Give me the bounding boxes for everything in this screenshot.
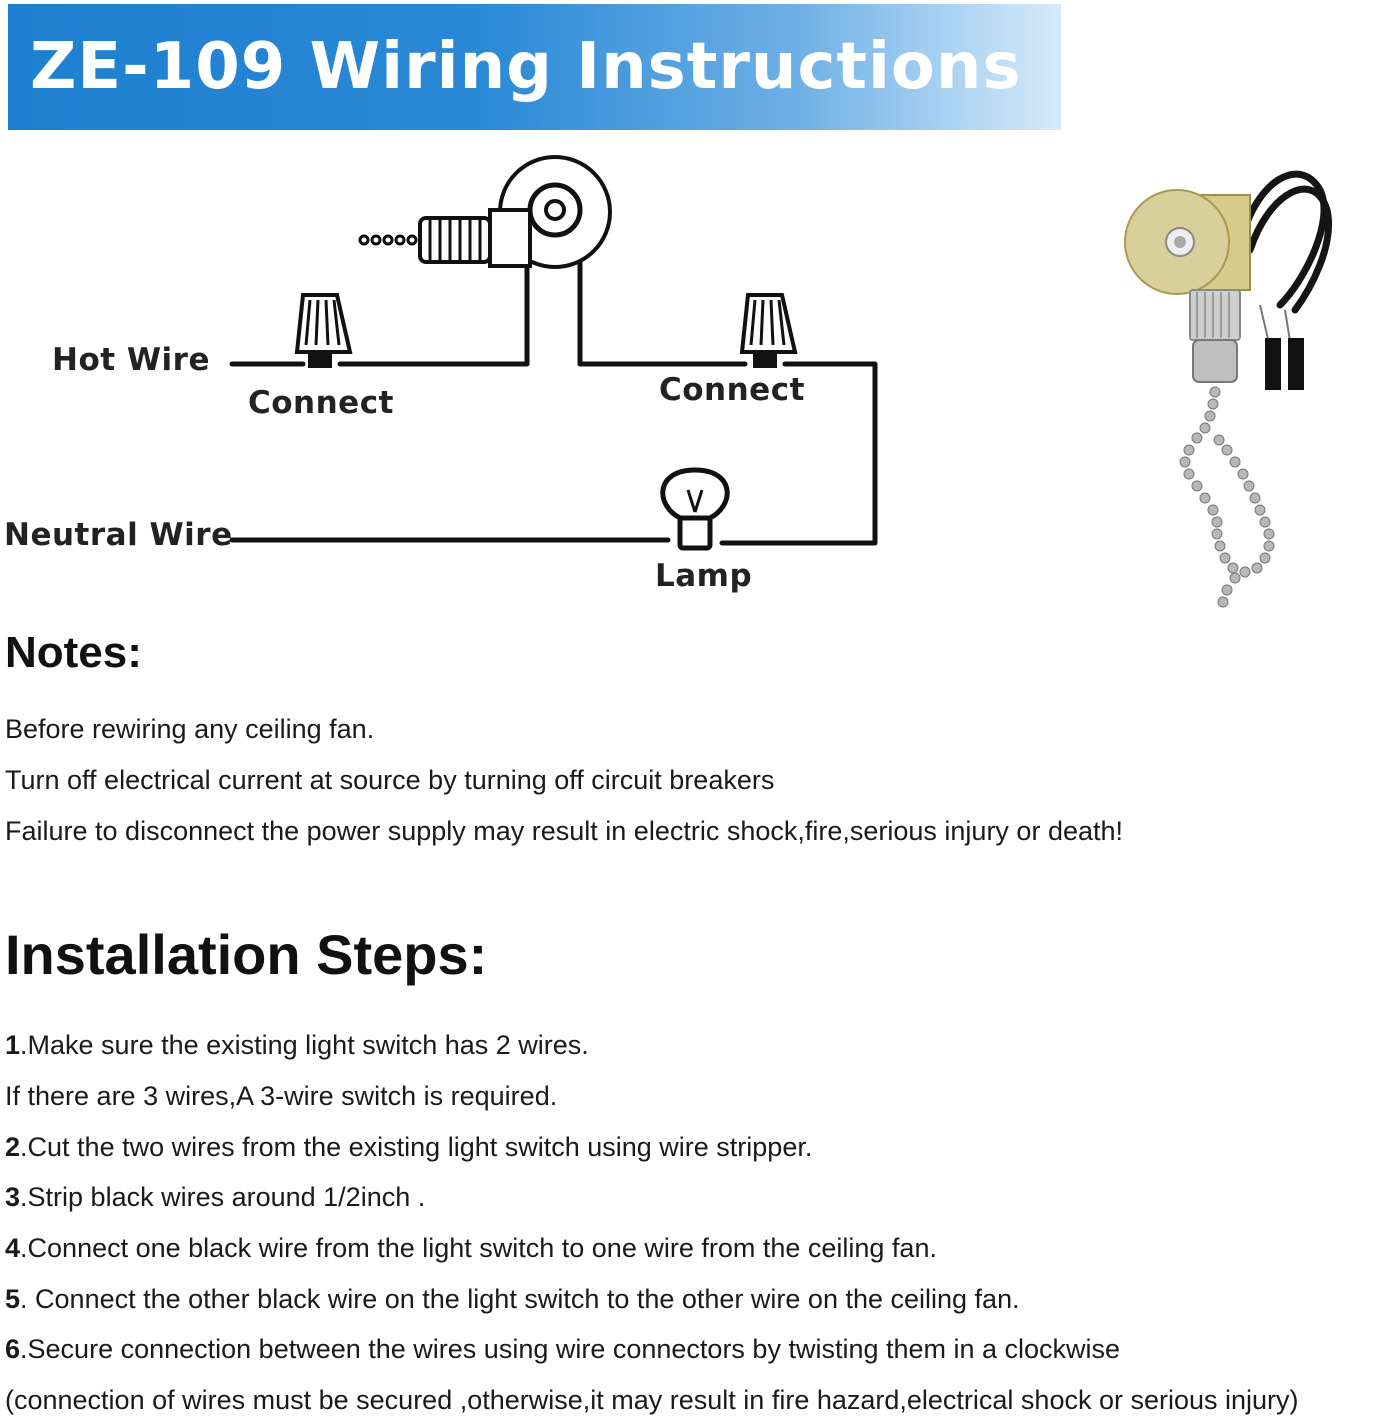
wire-connector-left-icon <box>297 295 350 366</box>
step-text: .Strip black wires around 1/2inch . <box>20 1182 426 1212</box>
wiring-diagram <box>0 140 1100 620</box>
step-number: 4 <box>5 1233 21 1263</box>
step-line <box>5 1334 1120 1365</box>
step-number: 1 <box>5 1030 21 1060</box>
step-line <box>5 1284 1020 1315</box>
hot-wire-label: Hot Wire <box>52 342 210 378</box>
notes-heading: Notes: <box>5 628 142 677</box>
pull-chain-switch-product-icon <box>1105 150 1355 620</box>
step-line <box>5 1030 589 1061</box>
step-text: .Make sure the existing light switch has 2 wires. <box>20 1030 589 1060</box>
lamp-label: Lamp <box>655 558 753 594</box>
wire-connector-right-icon <box>742 295 795 366</box>
step-line <box>5 1233 937 1264</box>
product-photo <box>1105 150 1355 620</box>
step-line <box>5 1385 1299 1416</box>
note-line: Turn off electrical current at source by turning off circuit breakers <box>5 765 775 795</box>
step-text: .Connect one black wire from the light switch to one wire from the ceiling fan. <box>20 1233 937 1263</box>
switch-lead-right <box>580 260 745 364</box>
pull-chain-switch-icon <box>360 157 610 267</box>
installation-heading: Installation Steps: <box>5 923 488 986</box>
step-text: . Connect the other black wire on the light switch to the other wire on the ceiling fan. <box>20 1284 1020 1314</box>
step-line <box>5 1132 812 1163</box>
title-banner <box>8 4 1061 130</box>
step-line <box>5 1081 557 1112</box>
step-number: 2 <box>5 1132 21 1162</box>
neutral-wire-label: Neutral Wire <box>4 517 233 553</box>
step-number: 5 <box>5 1284 21 1314</box>
step-text: .Secure connection between the wires using wire connectors by twisting them in a clockwise <box>20 1334 1121 1364</box>
page-title: ZE-109 Wiring Instructions <box>30 30 1022 104</box>
switch-lead-left <box>340 260 527 364</box>
step-text: .Cut the two wires from the existing light switch using wire stripper. <box>20 1132 813 1162</box>
step-line <box>5 1182 425 1213</box>
note-line: Failure to disconnect the power supply may result in electric shock,fire,serious injury or death! <box>5 816 1124 846</box>
step-number: 3 <box>5 1182 21 1212</box>
note-line: Before rewiring any ceiling fan. <box>5 714 375 744</box>
connect-right-label: Connect <box>659 372 805 408</box>
connect-left-label: Connect <box>248 385 394 421</box>
lamp-bulb-icon <box>663 470 727 548</box>
step-number: 6 <box>5 1334 21 1364</box>
step-text: (connection of wires must be secured ,otherwise,it may result in fire hazard,electrical shock or serious injury) <box>5 1385 1299 1415</box>
step-text: If there are 3 wires,A 3-wire switch is required. <box>5 1081 558 1111</box>
